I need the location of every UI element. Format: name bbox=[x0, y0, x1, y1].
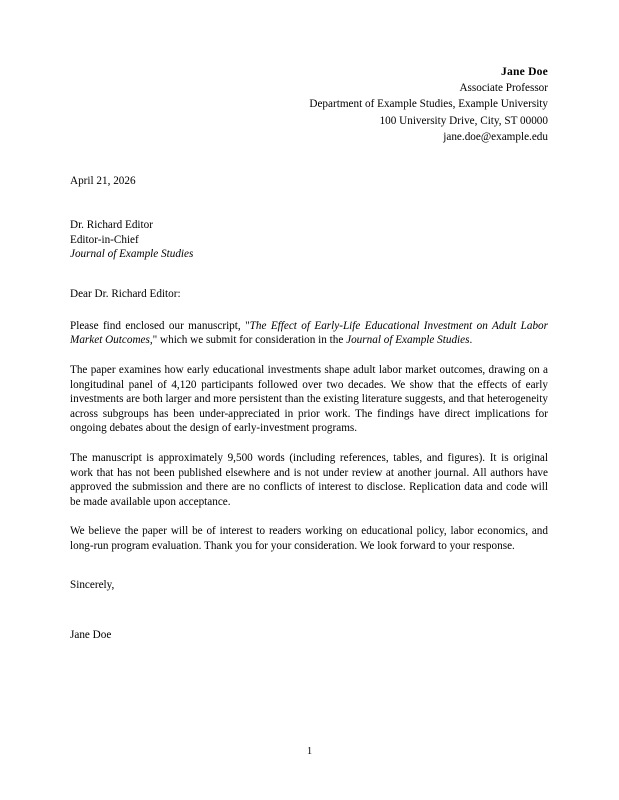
page-number: 1 bbox=[306, 746, 313, 757]
signature-name: Jane Doe bbox=[70, 628, 112, 641]
sender-title: Associate Professor bbox=[459, 82, 548, 95]
letter-content bbox=[70, 0, 548, 643]
body-paragraph-3: We believe the paper will be of interest to readers working on educational policy, labor economics, and long-run program evaluation. Thank you for your consideration. We look forward to your response. bbox=[70, 525, 548, 552]
recipient-name: Dr. Richard Editor bbox=[70, 219, 153, 232]
enclosure-period: . bbox=[469, 334, 473, 347]
close-quote: " bbox=[152, 334, 158, 347]
sender-department: Department of Example Studies, Example University bbox=[309, 98, 548, 111]
body-paragraph-1: The paper examines how early educational investments shape adult labor market outcomes, drawing on a longitudinal panel of 4,120 participants followed over two decades. We show that the effects of early investments are both larger and more persistent than the existing literature suggests, and that heterogeneity across subgroups has been under-appreciated in prior work. The findings have direct implications for ongoing debates about the design of early-investment programs. bbox=[70, 363, 548, 435]
body-paragraph-2: The manuscript is approximately 9,500 words (including references, tables, and figures). It is original work that has not been published elsewhere and is not under review at another journal. All authors have approved the submission and there are no conflicts of interest to disclose. Replication data and code will be made available upon acceptance. bbox=[70, 451, 548, 508]
sender-email: jane.doe@example.edu bbox=[443, 130, 548, 143]
sender-address: 100 University Drive, City, ST 00000 bbox=[379, 114, 548, 127]
sender-address-block bbox=[70, 64, 548, 145]
recipient-address-block bbox=[70, 218, 548, 262]
manuscript-title: The Effect of Early-Life Educational Investment on Adult Labor Market Outcomes, bbox=[70, 319, 548, 347]
enclosure-paragraph bbox=[70, 319, 548, 348]
open-quote: " bbox=[245, 319, 250, 332]
recipient-journal: Journal of Example Studies bbox=[70, 248, 194, 261]
closing-line: Sincerely, bbox=[70, 578, 115, 591]
sender-name: Jane Doe bbox=[500, 65, 548, 78]
letter-date: April 21, 2026 bbox=[70, 175, 136, 188]
enclosure-lead-in: Please find enclosed our manuscript, bbox=[70, 319, 241, 332]
salutation: Dear Dr. Richard Editor: bbox=[70, 287, 181, 300]
enclosure-journal: Journal of Example Studies bbox=[346, 334, 470, 347]
recipient-role: Editor-in-Chief bbox=[70, 233, 139, 246]
enclosure-middle: which we submit for consideration in the bbox=[160, 334, 344, 347]
